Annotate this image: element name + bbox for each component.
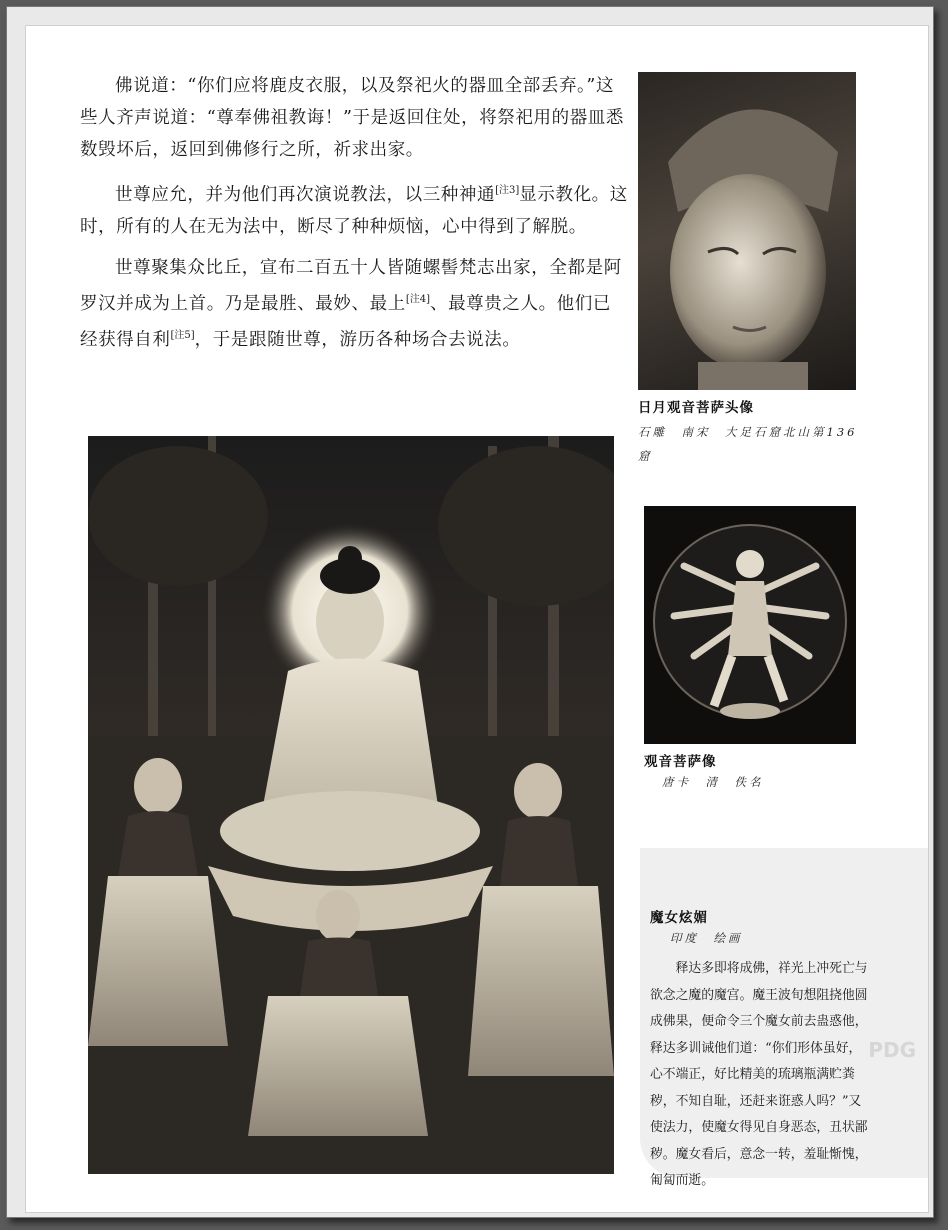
footnote-ref-3: [注3] [495,185,520,196]
side-panel-subtitle: 印度 绘画 [670,931,743,945]
side-panel-body: 释达多即将成佛，祥光上冲死亡与欲念之魔的魔宫。魔王波旬想阻挠他圆成佛果，便命令三个魔女前去蛊惑他，释达多训诫他们道：“你们形体虽好，心不端正，好比精美的琉璃瓶满贮粪秽，不知自耻，还赶来诳惑人吗？”又使法力，使魔女得见自身恶态，丑状鄙秽。魔女看后，意念一转，羞耻惭愧，匍匐而逝。 [650,961,868,1188]
footnote-ref-5: [注5] [170,330,195,341]
footnote-ref-4: [注4] [405,294,430,305]
guanyin-tangka-illustration [644,506,856,744]
guanyin-head-title: 日月观音菩萨头像 [638,400,754,416]
guanyin-head-illustration [638,72,856,390]
guanyin-head-photo [638,72,856,390]
main-text [80,70,628,365]
page-frame [6,6,934,1218]
pdg-watermark: PDG [868,1038,916,1062]
side-panel-title: 魔女炫媚 [650,910,708,926]
side-caption-panel [630,848,928,1208]
book-page [25,25,929,1213]
paragraph-2: 世尊应允，并为他们再次演说教法，以三种神通[注3]显示教化。这时，所有的人在无为法中，断尽了种种烦恼，心中得到了解脱。 [80,185,628,237]
paragraph-1: 佛说道：“你们应将鹿皮衣服，以及祭祀火的器皿全部丢弃。”这些人齐声说道：“尊奉佛祖教诲！”于是返回住处，将祭祀用的器皿悉数毁坏后，返回到佛修行之所，祈求出家。 [80,76,624,160]
guanyin-tangka-photo [644,506,856,744]
guanyin-head-subtitle: 石雕 南宋 大足石窟北山第136窟 [638,425,858,463]
guanyin-tangka-subtitle: 唐卡 清 佚名 [662,775,764,789]
buddha-painting-illustration [88,436,614,1174]
paragraph-3: 世尊聚集众比丘，宣布二百五十人皆随螺髻梵志出家，全都是阿罗汉并成为上首。乃是最胜、最妙、最上[注4]、最尊贵之人。他们已经获得自利[注5]，于是跟随世尊，游历各种场合去说法。 [80,258,622,350]
guanyin-tangka-title: 观音菩萨像 [644,754,717,770]
buddha-painting [88,436,614,1174]
